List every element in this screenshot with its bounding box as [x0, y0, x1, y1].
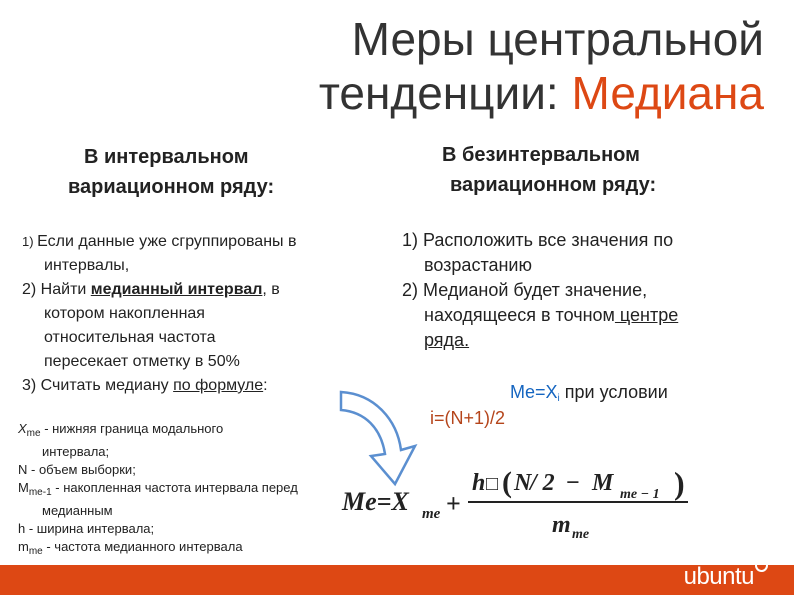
legend-m	[18, 479, 368, 502]
left-step-2	[22, 278, 372, 302]
legend-text: - нижняя граница модального	[40, 421, 224, 436]
title-line-1: Меры центральной	[351, 13, 764, 65]
left-step-2-cont: относительная частота	[44, 329, 216, 346]
ubuntu-logo	[684, 559, 768, 591]
legend-sub: me-1	[28, 487, 52, 498]
legend-mm	[18, 538, 368, 561]
left-heading-line-2: вариационном ряду:	[68, 176, 275, 198]
left-step-1-cont: интервалы,	[44, 257, 130, 274]
step-text: :	[263, 377, 268, 394]
formula-term: по формуле	[173, 377, 264, 394]
legend-text: - ширина интервала;	[25, 521, 155, 536]
left-step-3	[22, 374, 372, 398]
title-line-2	[164, 66, 764, 120]
left-heading	[68, 142, 274, 202]
right-step-2-cont	[402, 303, 772, 328]
median-formula	[334, 458, 694, 548]
right-step-2-cont: ряда.	[424, 330, 470, 350]
step-text: 3) Считать медиану	[22, 377, 174, 394]
formula-num-n: N	[514, 470, 532, 496]
condition-line	[510, 382, 668, 404]
legend-x	[18, 420, 368, 443]
formula-num-open: (	[502, 466, 512, 499]
left-step-2-cont: котором накопленная	[44, 305, 205, 322]
title-accent: Медиана	[571, 67, 764, 119]
median-interval-term: медианный интервал	[90, 281, 263, 298]
right-heading-line-1: В безинтервальном	[442, 144, 640, 166]
formula-num-box: □	[486, 473, 499, 495]
formula-num-close: )	[674, 465, 685, 501]
formula-num-minus: −	[566, 470, 580, 496]
right-heading	[442, 140, 656, 200]
legend-symbol: m	[18, 539, 29, 554]
step-text: Если данные уже сгруппированы в	[37, 233, 297, 250]
legend-symbol: N	[18, 462, 28, 477]
left-step-1	[22, 230, 372, 254]
legend-text: - объем выборки;	[27, 462, 136, 477]
legend-n	[18, 461, 368, 479]
legend-x-cont: интервала;	[42, 444, 110, 459]
legend-m-cont: медианным	[42, 503, 113, 518]
footer-bar	[0, 565, 794, 595]
formula-den-sub: me	[572, 527, 590, 542]
legend-text: - накопленная частота интервала перед	[51, 480, 298, 495]
right-heading-line-2: вариационном ряду:	[450, 174, 657, 196]
legend-symbol: M	[18, 480, 29, 495]
step-text: , в	[262, 281, 280, 298]
me-equals-xi: Me=X	[510, 382, 558, 402]
step-number: 1)	[22, 234, 38, 249]
legend-text: - частота медианного интервала	[42, 539, 243, 554]
title-prefix: тенденции:	[318, 67, 572, 119]
legend-symbol: X	[18, 421, 27, 436]
legend-symbol: h	[18, 521, 26, 536]
left-steps	[22, 230, 372, 398]
formula-legend	[18, 420, 368, 561]
formula-plus: +	[446, 489, 461, 518]
center-term: центре	[614, 305, 679, 325]
left-step-2-cont: пересекает отметку в 50%	[44, 353, 240, 370]
legend-sub: me	[26, 428, 41, 439]
index-i: i	[557, 393, 560, 404]
condition-text: при условии	[559, 382, 668, 402]
step-text: 2) Найти	[22, 281, 91, 298]
formula-num-slash: / 2	[530, 470, 555, 496]
left-heading-line-1: В интервальном	[84, 146, 249, 168]
right-step-1: 1) Расположить все значения по	[402, 230, 674, 250]
circle-of-friends-icon	[755, 559, 768, 572]
formula-lhs: Me=X	[342, 487, 409, 516]
formula-lhs-sub: me	[422, 506, 441, 522]
formula-den-m: m	[552, 512, 571, 538]
right-step-1-cont: возрастанию	[424, 255, 532, 275]
formula-num-m: M	[592, 470, 614, 496]
logo-text: ubuntu	[683, 563, 754, 590]
condition-index-formula: i=(N+1)/2	[430, 408, 506, 428]
right-steps	[402, 228, 772, 353]
formula-num-h: h	[472, 470, 486, 496]
slide-title	[164, 12, 764, 120]
legend-sub: me	[28, 546, 43, 557]
step-text: находящееся в точном	[424, 305, 615, 325]
right-step-2: 2) Медианой будет значение,	[402, 280, 648, 300]
legend-h	[18, 520, 368, 538]
formula-num-m-sub: me − 1	[620, 487, 660, 502]
